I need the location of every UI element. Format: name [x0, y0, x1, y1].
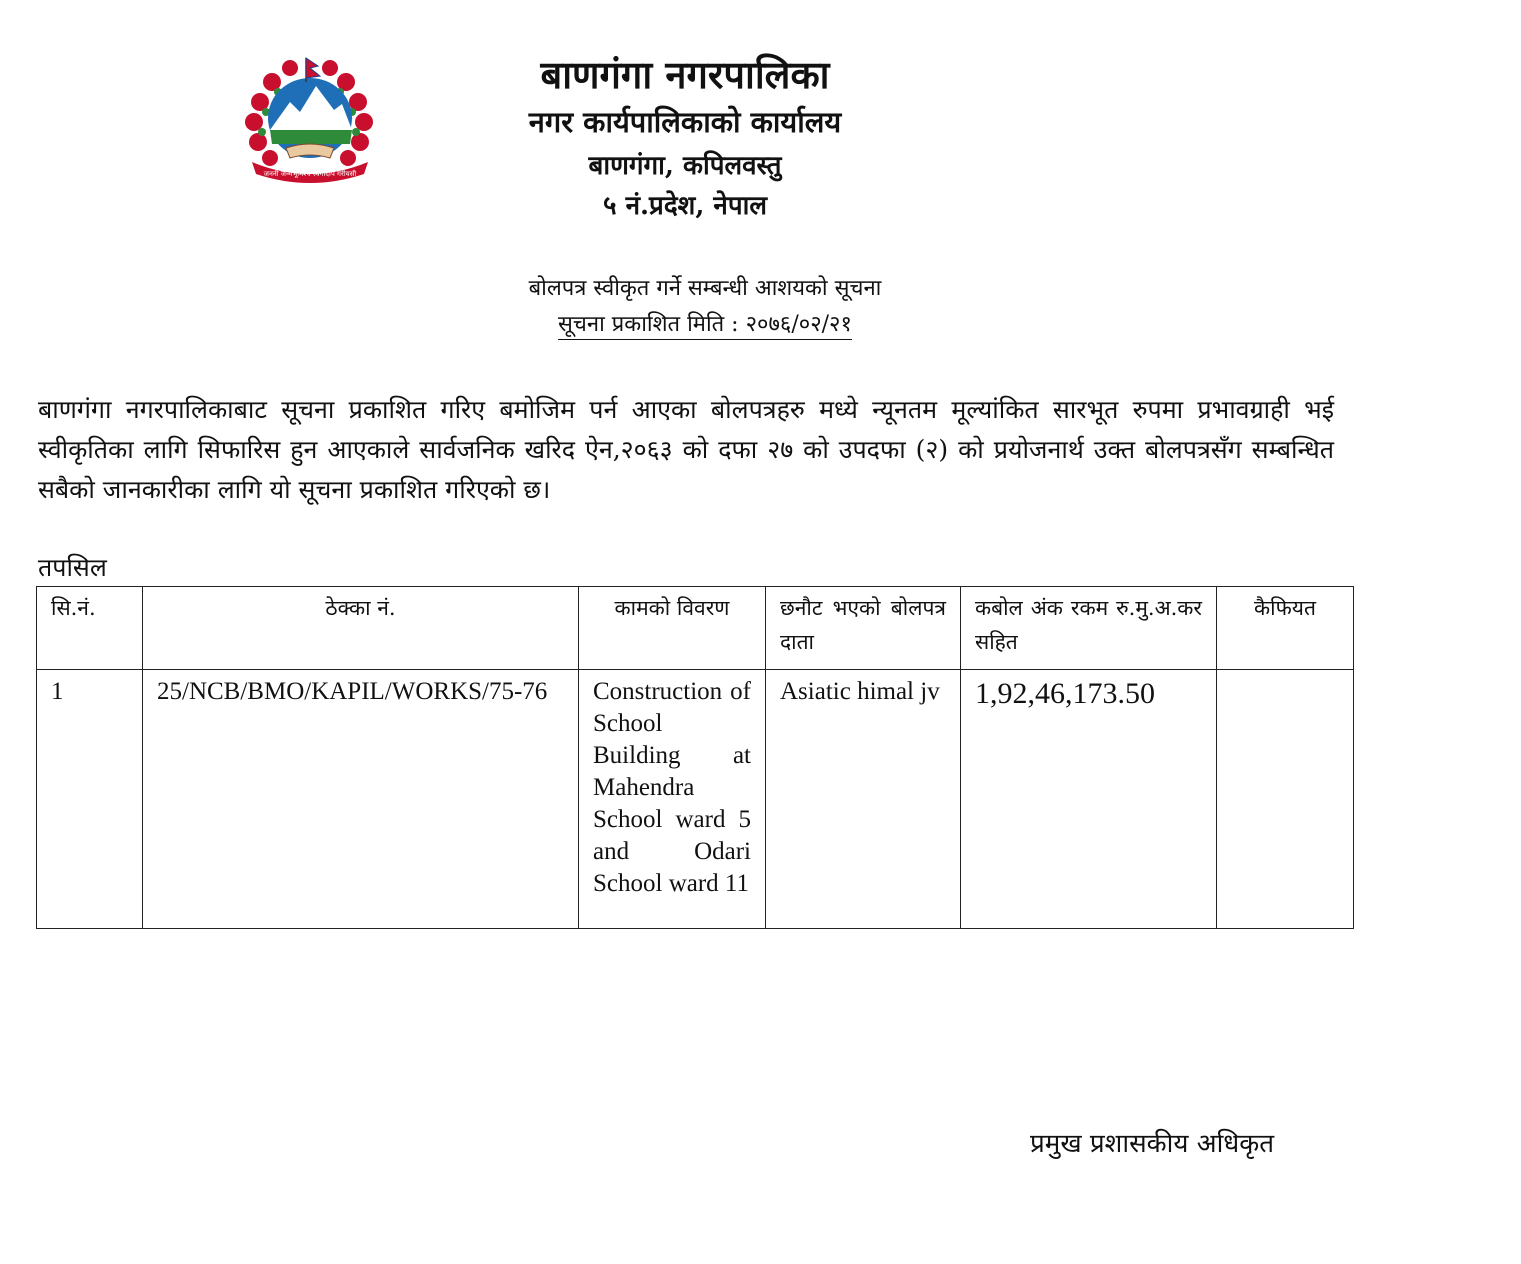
- office-location: बाणगंगा, कपिलवस्तु: [588, 151, 782, 181]
- header-sn: सि.नं.: [37, 587, 143, 670]
- signature-title: प्रमुख प्रशासकीय अधिकृत: [1030, 1129, 1275, 1159]
- table-header-row: [37, 587, 1354, 670]
- cell-remarks: [1217, 670, 1354, 929]
- svg-text:जननी जन्मभूमिश्च स्वर्गादपि गर: जननी जन्मभूमिश्च स्वर्गादपि गरीयसी: [263, 170, 357, 178]
- cell-amount: 1,92,46,173.50: [961, 670, 1217, 929]
- cell-bidder: Asiatic himal jv: [766, 670, 961, 929]
- office-name: नगर कार्यपालिकाको कार्यालय: [528, 105, 842, 139]
- bid-table: [36, 586, 1354, 929]
- municipality-name: बाणगंगा नगरपालिका: [540, 52, 830, 97]
- notice-body: बाणगंगा नगरपालिकाबाट सूचना प्रकाशित गरिए बमोजिम पर्न आएका बोलपत्रहरु मध्ये न्यूनतम मूल्यांकित सारभूत रुपमा प्रभावग्राही भई स्वीकृतिका लागि सिफारिस हुन आएकाले सार्वजनिक खरिद ऐन,२०६३ को दफा २७ को उपदफा (२) को प्रयोजनार्थ उक्त बोलपत्रसँग सम्बन्धित सबैको जानकारीका लागि यो सूचना प्रकाशित गरिएको छ।: [38, 395, 1334, 504]
- table-row: [37, 670, 1354, 929]
- notice-title: बोलपत्र स्वीकृत गर्ने सम्बन्धी आशयको सूचना: [528, 276, 882, 301]
- header-contract-no: ठेक्का नं.: [143, 587, 579, 670]
- nepal-emblem-icon: [238, 52, 382, 184]
- header-remarks: कैफियत: [1217, 587, 1354, 670]
- notice-date-wrapper: [420, 308, 990, 338]
- cell-contract-no: 25/NCB/BMO/KAPIL/WORKS/75-76: [143, 670, 579, 929]
- cell-sn: 1: [37, 670, 143, 929]
- header-amount: कबोल अंक रकम रु.मु.अ.कर सहित: [961, 587, 1217, 670]
- header-bidder: छनौट भएको बोलपत्र दाता: [766, 587, 961, 670]
- notice-published-date: सूचना प्रकाशित मिति : २०७६/०२/२१: [558, 312, 852, 340]
- table-label: तपसिल: [38, 553, 107, 582]
- cell-description: Construction of School Building at Mahendra School ward 5 and Odari School ward 11: [579, 670, 766, 929]
- province-name: ५ नं.प्रदेश, नेपाल: [603, 191, 767, 221]
- header-description: कामको विवरण: [579, 587, 766, 670]
